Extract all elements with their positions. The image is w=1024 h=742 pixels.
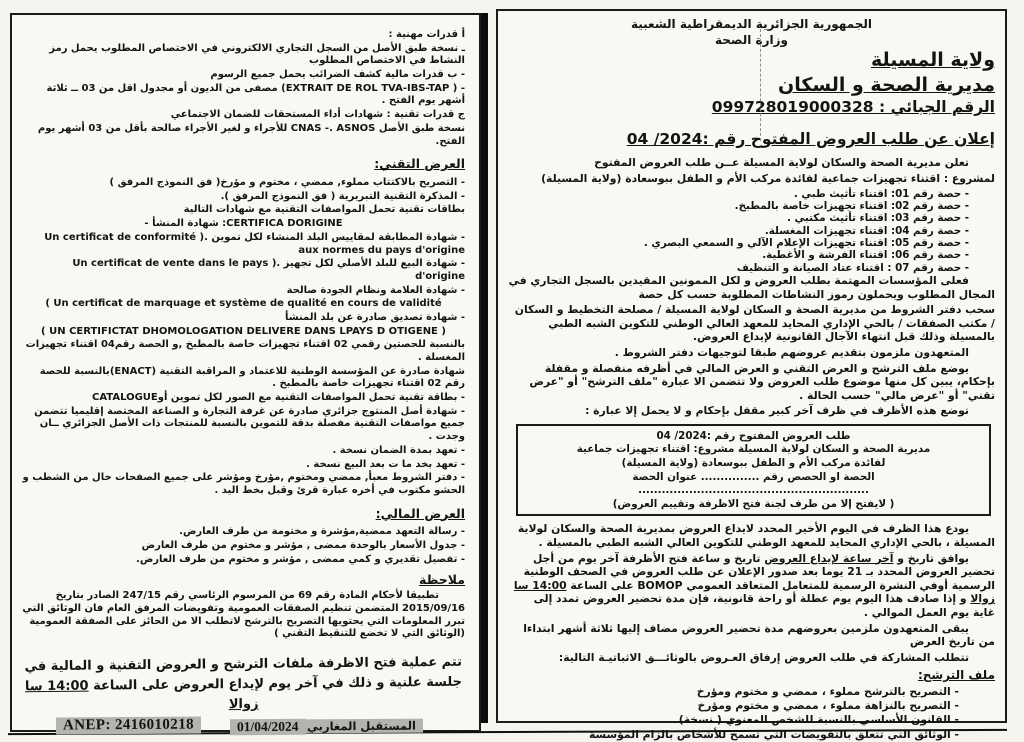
ministry-header: وزارة الصحة bbox=[714, 32, 789, 47]
lot-item: - حصة رقم 04: اقتناء تجهيزات المغسلة. bbox=[764, 224, 969, 237]
deadline-text: يوافق تاريخ و bbox=[893, 551, 969, 565]
deadline-paragraph bbox=[508, 552, 995, 620]
validity-paragraph: يبقى المتعهدون ملزمين بعروضهم مدة تحضير العروض مضاف إليها ثلاثة أشهر ابتداءا من تاريخ العرض bbox=[523, 621, 995, 649]
sale-certificate-item: - شهادة البيع للبلد الأصلي لكل تجهيز .( Un certificat de vente dans le pays d'origine bbox=[72, 258, 465, 282]
technical-capacities-title: ج قدرات تقنية : شهادات أداء المستحقات للضمان الاجتماعي bbox=[170, 109, 465, 121]
invitation-paragraph: فعلى المؤسسات المهتمة بطلب العروض و لكل الممونين المقيدين بالسجل التجاري في المجال المطلوب ويحملون رموز النشاطات المطلوبة حسب كل حصة bbox=[508, 273, 995, 301]
technical-offer-title: العرض التقني: bbox=[374, 156, 465, 172]
opening-session-paragraph bbox=[22, 653, 466, 718]
tax-extract-item: - ( EXTRAIT DE ROL TVA-IBS-TAP) مصفى من الديون أو مجدول اقل من 03 ــ ثلاثة أشهر يوم الفتح . bbox=[46, 82, 465, 107]
journal-name: المستقبل المغاربي bbox=[300, 719, 423, 734]
envelope-box-title: طلب العروض المفتوح رقم :2024/ 04 bbox=[656, 429, 851, 442]
envelope-box-line: مديرية الصحة و السكان لولاية المسيلة مشروع: اقتناء تجهيزات جماعية bbox=[576, 443, 931, 456]
candidacy-item: - القانون الأساسي بالنسبة للشخص المعنوي ( نسخة) bbox=[678, 713, 959, 727]
fold-line-artifact bbox=[760, 29, 761, 141]
financial-offer-title: العرض المالي: bbox=[375, 505, 465, 521]
lot-item: - حصة رقم 02: اقتناء تجهيزات خاصة بالمطبخ. bbox=[734, 199, 969, 212]
announce-paragraph: تعلن مديرية الصحة والسكان لولاية المسيلة عــن طلب العروض المفتوح bbox=[594, 156, 969, 170]
anep-number: ANEP: 2416010218 bbox=[56, 716, 201, 734]
required-documents-paragraph: تتطلب المشاركة في طلب العروض إرفاق العـروض بالوثائـــق الاثباتيـة التالية: bbox=[558, 650, 969, 664]
deadline-text: و إذا صادف هذا اليوم يوم عطلة أو راحة قانونية، فإن مدة تحضير العروض تمدد إلى غاية يوم العمل الموالي . bbox=[533, 592, 995, 619]
candidacy-item: - الوثائق التي تتعلق بالتفويضات التي تسمح للأشخاص بالزام المؤسسة bbox=[589, 727, 959, 741]
conformity-certificate-item: - شهادة المطابقة لمقاييس البلد المنشاء لكل تموين .( Un certificat de conformité aux normes du pays d'origine bbox=[44, 231, 465, 256]
wilaya-name: ولاية المسيلة bbox=[871, 49, 995, 72]
right-column bbox=[496, 9, 1007, 741]
catalogue-item: - بطاقة تقنية تحمل المواصفات التقنية مع الصور لكل تموين أوCATALOGUE bbox=[91, 392, 465, 404]
technical-offer-item: - التصريح بالاكتتاب مملوء, ممضي ، مختوم و مؤرخ( فق النموذج المرفق ) bbox=[109, 177, 465, 189]
candidacy-item: - التصريح بالنزاهة مملوء ، ممضي و مختوم ومؤرخ bbox=[697, 699, 959, 713]
envelopes-paragraph: يوضع ملف الترشح و العرض التقني و العرض المالي في أظرفه منفصلة و مقفلة بإحكام، يبين كل منها موضوع طلب العروض ولا تتضمن الا عبارة "ملف الترشح" أو "عرض تقني" أو "عرض مالي" حسب الحالة . bbox=[529, 361, 995, 402]
homologation-item: - شهادة تصديق صادرة عن بلد المنشأ bbox=[285, 311, 465, 323]
quality-certificate-french-line: ( Un certificat de marquage et système de qualité en cours de validité bbox=[45, 298, 442, 310]
outer-envelope-paragraph: توضع هذه الأظرف في ظرف آخر كبير مقفل بإحكام و لا يحمل إلا عبارة : bbox=[585, 404, 969, 418]
homologation-french-line: ( UN CERTIFICTAT DHOMOLOGATION DELIVERE DANS LPAYS D OTIGENE ) bbox=[41, 325, 446, 337]
lot-item: - حصة رقم 06: اقتناء الفرشة و الأغطية. bbox=[762, 249, 969, 262]
announcement-title: إعلان عن طلب العروض المفتوح رقم :2024/ 04 bbox=[626, 129, 995, 148]
professional-capacities-item: ـ نسخة طبق الأصل من السجل التجاري الالكتروني في الاختصاص المطلوب يحمل رمز النشاط في الاختصاص المطلوب bbox=[49, 42, 465, 67]
withdraw-paragraph: سحب دفتر الشروط من مديرية الصحة و السكان لولاية المسيلة / مصلحة التخطيط و السكان / مكتب الصفقات / بالحي الإداري المحايد للمعهد العالي الوطني للتكوين الشبه الطبي بالمسيلة وذلك قبل انتهاء الآجال القانونية لإيداع العروض. bbox=[514, 303, 995, 344]
envelope-box-warning: ( لايفتح إلا من طرف لجنة فتح الاظرفة وتقييم العروض) bbox=[612, 497, 895, 510]
quality-mark-item: - شهادة العلامة ونظام الجودة صالحة bbox=[286, 284, 465, 296]
lot-item: - حصة رقم 01: اقتناء تأثيث طبي . bbox=[793, 187, 969, 200]
specifications-booklet-item: - دفتر الشروط معبأ, ممضي ومختوم ,مؤرخ ومؤشر على جميع الصفحات خال من الشطب و الحشو مكتوب في أخره عبارة قرئ وقبل بخط اليد . bbox=[22, 472, 465, 496]
financial-capacities-item: - ب قدرات مالية كشف الضرائب يحمل جميع الرسوم bbox=[210, 69, 465, 81]
candidacy-file-title: ملف الترشح: bbox=[917, 668, 995, 683]
lot-item: - حصة رقم 07 : اقتناء عتاد الصيانة و التنظيف bbox=[736, 261, 969, 274]
certificate-origin-item: - شهادة المنشأ :CERTIFICA DORIGINE bbox=[144, 218, 343, 230]
republic-header: الجمهورية الجزائرية الديمقراطية الشعبية bbox=[630, 17, 873, 31]
envelope-box-lot-line: الحصة او الحصص رقم ............... عنوان الحصة ........................................................... bbox=[632, 470, 875, 497]
after-sale-service-item: - تعهد بخد ما ت بعد البيع نسخة . bbox=[306, 458, 465, 470]
professional-capacities-title: أ قدرات مهنية : bbox=[388, 29, 465, 40]
opening-session-time: 14:00 سا زوالا bbox=[24, 678, 259, 713]
enact-certificate-item: شهادة صادرة عن المؤسسة الوطنية للاعتماد و المراقبة التقنية (ENACT)بالنسبة للحصة رقم 02 اقتناء تجهيزات خاصة بالمطبخ . bbox=[39, 365, 465, 390]
publication-date: 01/04/2024 bbox=[230, 719, 306, 736]
algerian-origin-item: - شهادة أصل المنتوج جزائري صادرة عن غرفة التجارة و الصناعة المختصة إقليميا تتضمن جميع مواصفات التقنية مفصلة بدقة للتموين بالنسبة للمنتجات ذات الأصل الجزائري ــان وجدت . bbox=[34, 405, 465, 443]
deadline-time: 14:00 سا زوالا bbox=[513, 578, 995, 606]
financial-offer-item: - تفصيل تقديري و كمي ممضى , مؤشر و مختوم من طرف العارض. bbox=[136, 553, 465, 565]
deposit-paragraph: يودع هذا الظرف في اليوم الأخير المحدد لايداع العروض بمديرية الصحة والسكان لولاية المسيلة ، بالحي الإداري المحايد للمعهد الوطني للتكوين العالي الشبه الطبي بالمسيلة . bbox=[517, 522, 995, 549]
technical-offer-item: بطاقات تقنية تحمل المواصفات التقنية مع شهادات التالية bbox=[183, 204, 465, 216]
warranty-commitment-item: - تعهد بمدة الضمان نسخة . bbox=[332, 444, 465, 456]
financial-offer-item: - رسالة التعهد ممضية,مؤشرة و مختومة من طرف العارض. bbox=[179, 526, 465, 538]
opening-session-text: تتم عملية فتح الاظرفة ملفات الترشح و العروض التقنية و المالية في جلسة علنية و ذلك في آخر يوم لإيداع العروض على الساعة bbox=[24, 654, 463, 694]
note-paragraph: تطبيقا لأحكام المادة رقم 69 من المرسوم الرئاسي رقم 247/15 الصادر بتاريخ 2015/09/16 المتضمن تنظيم الصفقات العمومية وتفويضات المرفق العام فان الوثائق التي تبرر المعلومات التي يحتويها التصريح بالترشح لاتطلب الا من الحائز على الصفقة العمومية (الوثائق التي لا تخضع للتنقيط التقني ) bbox=[22, 590, 465, 640]
envelope-box-line: لفائدة مركب الأم و الطفل ببوسعادة (ولاية المسيلة) bbox=[621, 457, 886, 470]
obligation-paragraph: المتعهدون ملزمون بتقديم عروضهم طبقا لتوجيهات دفتر الشروط . bbox=[614, 345, 969, 359]
technical-offer-item: - المذكرة التقنية التبريرية ( فق النموذج المرفق ). bbox=[220, 190, 465, 202]
project-line: لمشروع : اقتناء تجهيزات جماعية لفائدة مركب الأم و الطفل ببوسعادة (ولاية المسيلة) bbox=[541, 171, 995, 185]
lot-item: - حصة رقم 03: اقتناء تأثيث مكتبي . bbox=[786, 212, 969, 225]
deadline-text: تاريخ و ساعة فتح الأظرفة آخر يوم من أجل تحضير العروض المحدد بـ 21 يوما بعد صدور الإعلان عن طلب العروض في الصحف الوطنية الرسمية أوفي النشرة الرسمية للمتعامل المتعاقد العمومي BOMOP على الساعة bbox=[523, 551, 995, 592]
directorate-name: مديرية الصحة و السكان bbox=[778, 74, 995, 97]
candidacy-item: - التصريح بالترشح مملوء ، ممضي و مختوم ومؤرخ bbox=[696, 685, 959, 699]
left-column bbox=[10, 13, 481, 732]
deadline-underlined-phrase: آخر ساعة لإيداع العروض bbox=[764, 551, 894, 565]
envelope-label-box bbox=[516, 424, 991, 516]
lots-2-4-note: بالنسبة للحصتين رقمي 02 اقتناء تجهيزات خاصة بالمطبخ ,و الحصة رقم04 اقتناء تجهيزات المغسلة . bbox=[25, 339, 465, 363]
lot-item: - حصة رقم 05: اقتناء تجهيزات الإعلام الآلي و السمعي البصري . bbox=[643, 236, 969, 249]
cnas-casnos-item: نسخة طبق الأصل CNAS -. ASNOS للأجراء و لغير الأجراء صالحة بأقل من 03 أشهر يوم الفتح. bbox=[37, 122, 465, 147]
financial-offer-item: - جدول الأسعار بالوحدة ممضى , مؤشر و مختوم من طرف العارض bbox=[141, 540, 465, 552]
note-title: ملاحظة bbox=[419, 571, 465, 587]
column-divider-bar bbox=[481, 13, 488, 723]
tax-id-number: الرقم الجبائي : 099728019000328 bbox=[711, 98, 995, 117]
